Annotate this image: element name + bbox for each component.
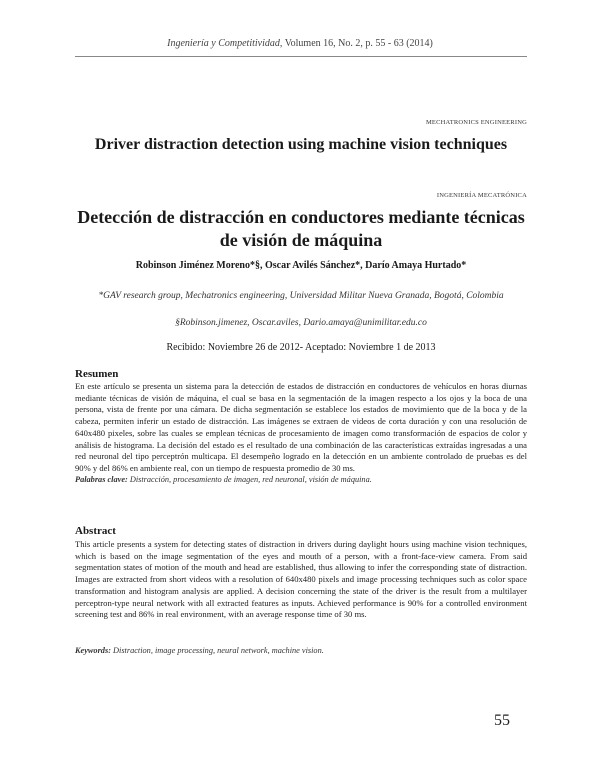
keywords-label: Keywords: — [75, 646, 111, 655]
title-english: Driver distraction detection using machine vision techniques — [94, 136, 508, 153]
received-accepted-dates: Recibido: Noviembre 26 de 2012- Aceptado: Noviembre 1 de 2013 — [166, 342, 436, 353]
keywords-list: Distraction, image processing, neural network, machine vision. — [113, 646, 324, 655]
authors: Robinson Jiménez Moreno*§, Oscar Avilés Sánchez*, Darío Amaya Hurtado* — [135, 260, 467, 271]
author-emails: §Robinson.jimenez, Oscar.aviles, Dario.amaya@unimilitar.edu.co — [175, 318, 427, 328]
section-tag-en: MECHATRONICS ENGINEERING — [425, 119, 527, 126]
running-header — [0, 38, 600, 49]
keywords — [75, 646, 527, 655]
palabras-clave-label: Palabras clave: — [75, 475, 128, 484]
resumen-text: En este artículo se presenta un sistema para la detección de estados de distracción en conductores de vehículos en horas diurnas mediante técnicas de visión de máquina, el cual se basa en la segmentación de la imagen respecto a los ojos y la boca de una persona, vista de frente por una cámara. De dicha segmentación se establece los estados de movimiento que de la boca y de la cabeza, permiten inferir un estado de distracción. Las imágenes se extraen de videos de corta duración y con una resolución de 640x480 pixeles, sobre las cuales se emplean técnicas de procesamiento de imagen como transformación de espacios de color y análisis de histograma. La decisión del estado es el resultado de una combinación de las características extraídas ingresadas a una red neuronal del tipo perceptrón multicapa. El desempeño logrado en la detección en un ambiente controlado de pruebas es del 90% y del 86% en ambiente real, con un tiempo de respuesta promedio de 30 ms. — [75, 381, 527, 473]
section-tag-es: INGENIERÍA MECATRÓNICA — [436, 192, 527, 199]
affiliation: *GAV research group, Mechatronics engineering, Universidad Militar Nueva Granada, Bogotá, Colombia — [98, 291, 504, 301]
abstract-heading: Abstract — [75, 525, 116, 537]
palabras-clave — [75, 475, 527, 484]
title-spanish: Detección de distracción en conductores mediante técnicas de visión de máquina — [77, 207, 525, 250]
resumen-heading: Resumen — [75, 368, 119, 380]
palabras-clave-list: Distracción, procesamiento de imagen, red neuronal, visión de máquina. — [129, 475, 372, 484]
header-rule — [75, 56, 527, 57]
abstract-text: This article presents a system for detecting states of distraction in drivers during daylight hours using machine vision techniques, which is based on the image segmentation of the eyes and mouth of a person, with a front-face-view camera. From said segmentation states of motion of the mouth and head are established, thus allowing to infer the corresponding state of distraction. Images are extracted from short videos with a resolution of 640x480 pixels and image processing techniques such as color space transformation and histogram analysis are applied. A decision concerning the state of the driver is the result from a multilayer perceptron-type neural network with all extracted features as inputs. Achieved performance is 90% for a controlled environment screening test and 86% in real environment, with an average response time of 30 ms. — [75, 539, 527, 620]
page-number: 55 — [494, 712, 510, 729]
journal-name: Ingeniería y Competitividad — [167, 38, 280, 49]
journal-citation: , Volumen 16, No. 2, p. 55 - 63 (2014) — [279, 38, 433, 49]
